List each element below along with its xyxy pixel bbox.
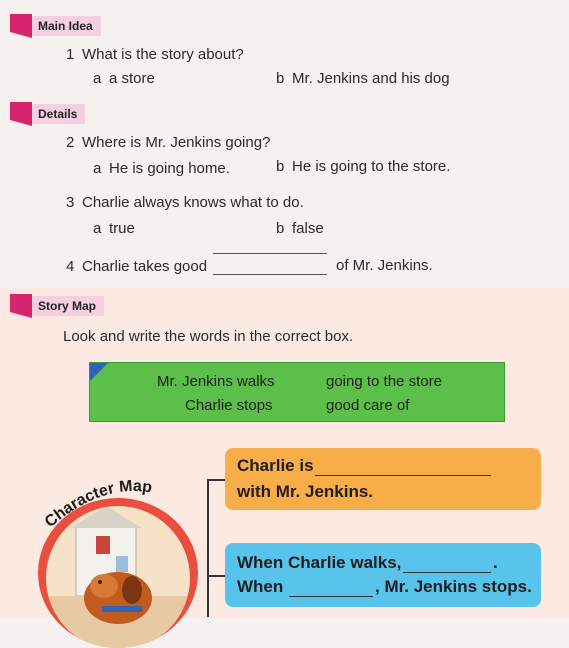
trait-text: Charlie is xyxy=(237,456,314,475)
q1-option-b[interactable] xyxy=(276,70,450,87)
option-letter: a xyxy=(93,70,102,87)
event-blank-1[interactable] xyxy=(403,572,491,573)
option-text: true xyxy=(109,220,135,237)
question-4 xyxy=(66,258,207,275)
character-map-title-text: Character Map xyxy=(41,477,154,531)
question-number: 4 xyxy=(66,258,75,275)
question-text: Charlie always knows what to do. xyxy=(82,194,304,211)
question-number: 1 xyxy=(66,46,75,63)
question-2 xyxy=(66,134,270,151)
word-bank xyxy=(89,362,505,422)
event-line-2-end: , Mr. Jenkins stops. xyxy=(375,577,532,596)
option-letter: b xyxy=(276,220,285,237)
word-bank-item[interactable]: good care of xyxy=(326,397,410,414)
flag-icon xyxy=(10,102,32,126)
option-letter: a xyxy=(93,220,102,237)
trait-box xyxy=(225,448,541,510)
option-letter: a xyxy=(93,160,102,177)
word-bank-item[interactable]: Charlie stops xyxy=(185,397,273,414)
question-1 xyxy=(66,46,244,63)
option-letter: b xyxy=(276,70,285,87)
story-map-instruction: Look and write the words in the correct box. xyxy=(63,328,354,345)
details-tag xyxy=(10,103,85,125)
trait-line-2: with Mr. Jenkins. xyxy=(237,482,374,501)
event-box xyxy=(225,543,541,607)
question-number: 2 xyxy=(66,134,75,151)
story-map-tag xyxy=(10,295,104,317)
connector-line xyxy=(207,575,225,577)
option-text: a store xyxy=(109,70,155,87)
trait-blank[interactable] xyxy=(315,475,491,476)
corner-mark xyxy=(90,363,108,381)
trait-line-1 xyxy=(237,456,314,476)
event-line-1 xyxy=(237,553,401,573)
option-text: Mr. Jenkins and his dog xyxy=(292,70,450,87)
event-blank-2[interactable] xyxy=(289,596,373,597)
question-number: 3 xyxy=(66,194,75,211)
connector-line xyxy=(207,479,225,481)
answer-blank-top[interactable] xyxy=(213,253,327,254)
event-line-1-end: . xyxy=(493,553,498,572)
q3-option-a[interactable] xyxy=(93,220,135,237)
q2-option-b[interactable] xyxy=(276,158,450,175)
question-text: Charlie takes good xyxy=(82,258,208,275)
word-bank-item[interactable]: Mr. Jenkins walks xyxy=(157,373,275,390)
main-idea-label: Main Idea xyxy=(28,16,101,36)
answer-blank[interactable] xyxy=(213,274,327,275)
character-map-title xyxy=(40,468,200,538)
main-idea-tag xyxy=(10,15,101,37)
q2-option-a[interactable] xyxy=(93,160,230,177)
event-text: When Charlie walks, xyxy=(237,553,402,572)
option-text: He is going to the store. xyxy=(292,158,451,175)
question-4-tail: of Mr. Jenkins. xyxy=(336,257,433,274)
q1-option-a[interactable] xyxy=(93,70,155,87)
question-text: Where is Mr. Jenkins going? xyxy=(82,134,271,151)
event-line-2-start: When xyxy=(237,577,284,596)
flag-icon xyxy=(10,14,32,38)
word-bank-item[interactable]: going to the store xyxy=(326,373,442,390)
q3-option-b[interactable] xyxy=(276,220,324,237)
question-3 xyxy=(66,194,304,211)
flag-icon xyxy=(10,294,32,318)
svg-text:Character Map xyxy=(42,478,154,531)
question-text: What is the story about? xyxy=(82,46,244,63)
connector-line xyxy=(207,480,209,617)
option-letter: b xyxy=(276,158,285,175)
option-text: false xyxy=(292,220,324,237)
details-label: Details xyxy=(28,104,85,124)
story-map-label: Story Map xyxy=(28,296,104,316)
option-text: He is going home. xyxy=(109,160,230,177)
